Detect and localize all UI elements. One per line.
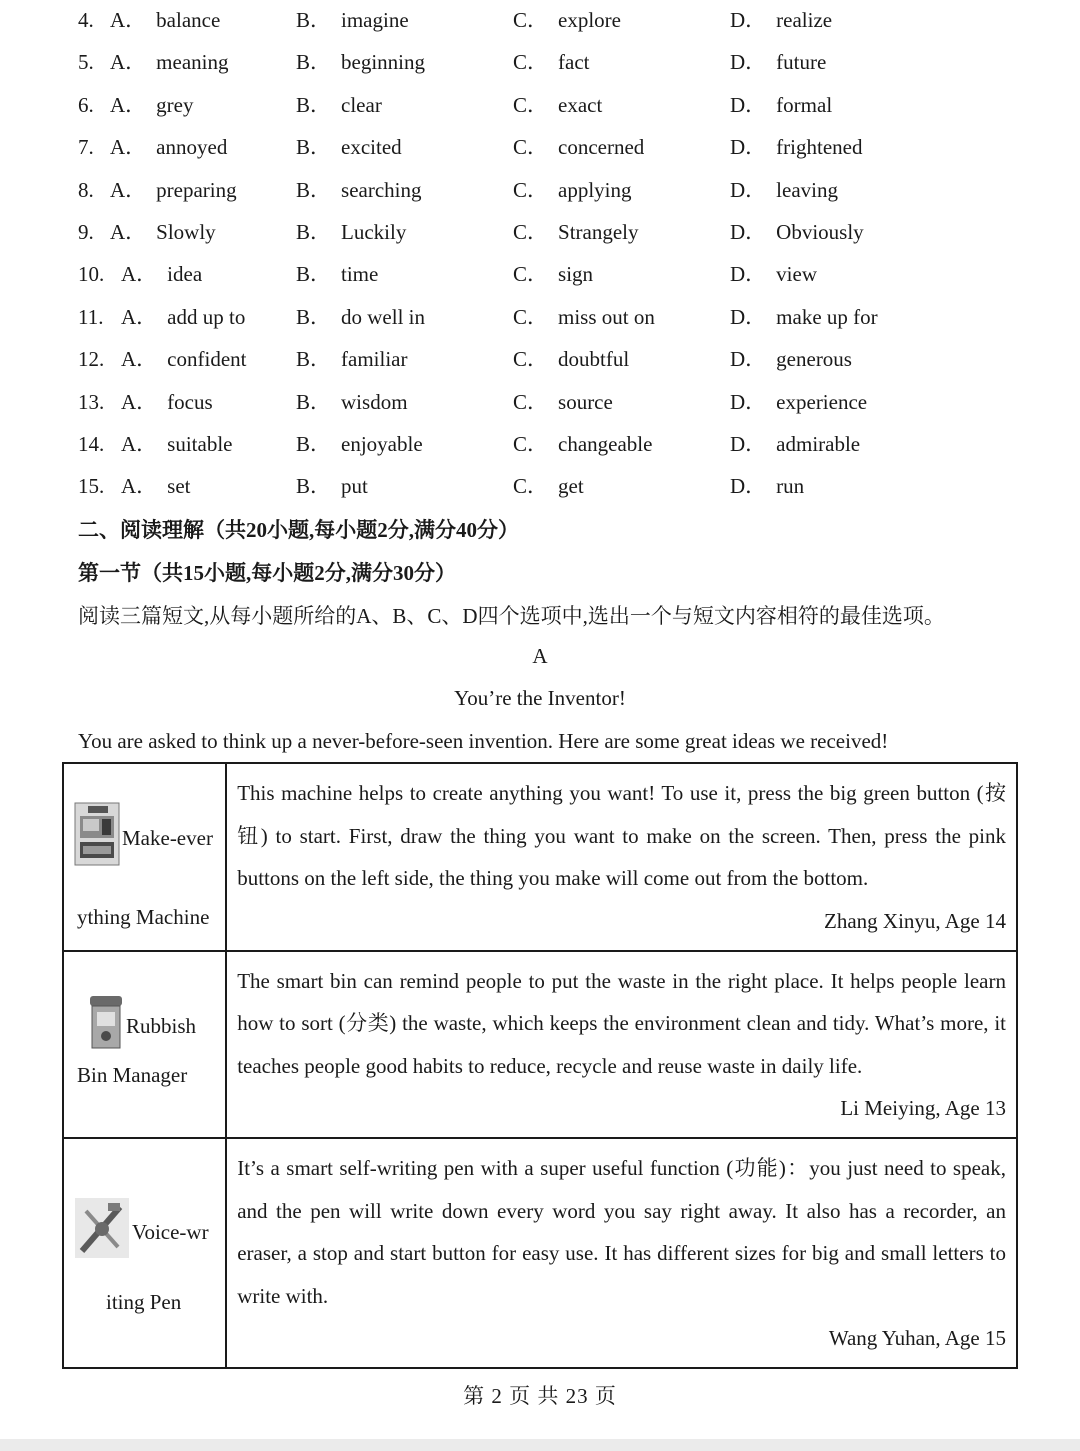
option-letter: B． [296,92,332,117]
question-number: 13. [78,389,105,414]
question-number: 8. [78,177,94,202]
invention-author: Li Meiying, Age 13 [840,1096,1006,1120]
option-d [730,389,867,415]
option-text: searching [341,177,422,202]
option-letter: D． [730,262,767,287]
option-a [110,134,227,160]
option-letter: D． [730,8,767,32]
option-letter: A． [121,262,158,287]
option-letter: B． [296,50,332,75]
option-d [730,177,838,203]
option-c [513,134,644,160]
option-text: confident [167,347,247,372]
table-row [63,763,1017,951]
invention-name-line1: Make-ever [122,826,213,850]
option-text: familiar [341,347,408,372]
option-letter: A． [121,389,158,414]
option-letter: A． [121,347,158,372]
passage-title: You’re the Inventor! [454,686,626,710]
option-text: Strangely [558,220,639,244]
option-text: view [776,262,817,287]
option-letter: A． [121,304,158,329]
question-number: 4. [78,8,94,32]
option-text: enjoyable [341,432,423,456]
option-c [513,49,590,75]
option-a [121,346,246,372]
option-c [513,219,639,245]
option-letter: B． [296,8,332,32]
passage-intro: You are asked to think up a never-before-seen invention. Here are some great ideas we received! [78,729,889,753]
option-text: generous [776,347,852,372]
question-row [0,339,1080,381]
option-d [730,49,826,75]
option-text: excited [341,135,402,160]
question-row [0,42,1080,84]
option-b [296,346,407,372]
option-letter: B． [296,304,332,329]
table-row [63,1138,1017,1368]
option-b [296,219,406,245]
option-text: Obviously [776,220,864,244]
question-row [0,424,1080,466]
pen-icon [74,1197,130,1267]
question-row [0,0,1080,42]
option-d [730,473,804,499]
option-b [296,177,421,203]
option-text: formal [776,92,833,117]
option-d [730,304,878,330]
option-text: changeable [558,432,653,456]
invention-description: It’s a smart self-writing pen with a super useful function (功能)：you just need to speak, and the pen will write down every word you say right away. It also has a recorder, an eraser, a stop and start button for easy use. It has different sizes for big and small letters to write with. [237,1156,1006,1308]
option-a [121,389,213,415]
option-text: fact [558,50,590,75]
option-text: time [341,262,379,287]
invention-name-cell [63,763,226,951]
option-letter: C． [513,474,549,499]
question-number: 11. [78,304,104,329]
question-number: 9. [78,220,94,244]
option-letter: B． [296,474,332,499]
option-letter: D． [730,304,767,329]
option-letter: B． [296,220,332,244]
option-letter: C． [513,432,549,456]
question-number: 7. [78,135,94,160]
option-letter: A． [121,432,158,456]
option-b [296,134,402,160]
option-c [513,389,613,415]
option-letter: C． [513,389,549,414]
option-c [513,7,621,33]
invention-name-line2: iting Pen [106,1290,182,1314]
option-text: add up to [167,304,246,329]
option-a [121,261,202,287]
option-letter: C． [513,220,549,244]
option-letter: B． [296,389,332,414]
option-a [121,431,233,457]
question-row [0,85,1080,127]
invention-name-cell [63,951,226,1139]
option-letter: D． [730,474,767,499]
option-text: make up for [776,304,878,329]
invention-name-line1: Voice-wr [132,1220,209,1244]
option-letter: A． [110,220,147,244]
option-text: miss out on [558,304,655,329]
part-title: 第一节（共15小题,每小题2分,满分30分） [78,561,456,585]
section-title: 二、阅读理解（共20小题,每小题2分,满分40分） [78,518,519,542]
option-c [513,431,652,457]
option-text: source [558,389,613,414]
passage-letter: A [532,644,548,668]
invention-desc-cell [226,1138,1017,1368]
option-text: preparing [156,177,237,202]
option-a [110,49,228,75]
option-letter: D． [730,389,767,414]
option-letter: B． [296,347,332,372]
option-letter: C． [513,177,549,202]
option-d [730,346,852,372]
option-text: put [341,474,368,499]
option-text: Slowly [156,220,216,244]
option-text: leaving [776,177,838,202]
option-text: set [167,474,191,499]
option-text: do well in [341,304,426,329]
option-d [730,92,832,118]
machine-icon [74,802,120,874]
question-number: 12. [78,347,105,372]
option-text: run [776,474,805,499]
option-letter: C． [513,92,549,117]
question-row [0,297,1080,339]
question-row [0,382,1080,424]
invention-name-line2: ything Machine [77,905,210,929]
option-letter: D． [730,347,767,372]
option-letter: C． [513,262,549,287]
question-row [0,212,1080,254]
option-letter: D． [730,177,767,202]
question-row [0,127,1080,169]
option-a [121,304,245,330]
option-a [110,219,216,245]
invention-description: This machine helps to create anything you want! To use it, press the big green button (按钮) to start. First, draw the thing you want to make on the screen. Then, press the pink buttons on the left side, the thing you make will come out from the bottom. [237,781,1006,890]
option-letter: D． [730,92,767,117]
option-d [730,134,862,160]
invention-name-cell [63,1138,226,1368]
option-letter: A． [110,177,147,202]
option-b [296,389,408,415]
option-a [110,177,237,203]
option-a [110,92,194,118]
table-row [63,951,1017,1139]
option-letter: A． [121,474,158,499]
option-a [110,7,220,33]
option-text: beginning [341,50,426,75]
option-text: idea [167,262,203,287]
page-bottom-band [0,1439,1080,1451]
rubbish-bin-icon [88,994,124,1058]
option-letter: C． [513,50,549,75]
invention-name-line1: Rubbish [126,1013,197,1038]
option-c [513,261,593,287]
option-a [121,473,191,499]
option-text: balance [156,8,221,32]
option-letter: B． [296,177,332,202]
question-row [0,170,1080,212]
option-letter: A． [110,135,147,160]
option-letter: A． [110,50,147,75]
option-text: realize [776,8,833,32]
page-footer: 第 2 页 共 23 页 [463,1384,617,1408]
option-text: grey [156,92,194,117]
invention-desc-cell [226,763,1017,951]
option-d [730,261,817,287]
option-b [296,92,382,118]
option-c [513,346,629,372]
option-text: admirable [776,432,861,456]
option-letter: D． [730,135,767,160]
question-number: 15. [78,474,105,499]
option-text: exact [558,92,603,117]
option-b [296,49,425,75]
option-letter: A． [110,8,147,32]
option-text: annoyed [156,135,228,160]
option-letter: C． [513,304,549,329]
invention-author: Zhang Xinyu, Age 14 [824,908,1006,933]
option-letter: A． [110,92,147,117]
inventions-table [62,762,1018,1369]
option-b [296,304,425,330]
invention-desc-cell [226,951,1017,1139]
option-letter: B． [296,432,332,456]
option-text: doubtful [558,347,630,372]
option-text: frightened [776,135,863,160]
question-number: 10. [78,262,105,287]
option-c [513,92,602,118]
option-letter: C． [513,135,549,160]
option-letter: B． [296,135,332,160]
option-text: experience [776,389,868,414]
option-text: concerned [558,135,645,160]
option-c [513,304,655,330]
option-c [513,177,632,203]
option-text: suitable [167,432,233,456]
option-text: clear [341,92,382,117]
invention-author: Wang Yuhan, Age 15 [828,1326,1006,1350]
option-b [296,431,423,457]
option-letter: B． [296,262,332,287]
option-letter: D． [730,432,767,456]
instruction-text: 阅读三篇短文,从每小题所给的A、B、C、D四个选项中,选出一个与短文内容相符的最佳选项。 [78,604,945,628]
option-d [730,7,832,33]
option-text: get [558,474,584,499]
question-number: 6. [78,92,94,117]
option-text: future [776,50,827,75]
option-text: imagine [341,8,409,32]
option-letter: D． [730,220,767,244]
option-text: Luckily [341,220,407,244]
option-letter: C． [513,8,549,32]
option-b [296,261,378,287]
question-row [0,254,1080,296]
option-text: explore [558,8,621,32]
invention-description: The smart bin can remind people to put the waste in the right place. It helps people learn how to sort (分类) the waste, which keeps the environment clean and tidy. What’s more, it teaches people good habits to reduce, recycle and reuse waste in daily life. [237,968,1006,1078]
option-d [730,431,860,457]
option-letter: D． [730,50,767,75]
option-b [296,473,368,499]
option-text: focus [167,389,213,414]
question-number: 14. [78,432,105,456]
option-b [296,7,409,33]
question-number: 5. [78,50,94,75]
option-text: applying [558,177,632,202]
option-text: meaning [156,50,229,75]
question-row [0,466,1080,508]
option-letter: C． [513,347,549,372]
invention-name-line2: Bin Manager [77,1062,188,1087]
option-text: wisdom [341,389,408,414]
option-d [730,219,864,245]
option-c [513,473,584,499]
option-text: sign [558,262,594,287]
